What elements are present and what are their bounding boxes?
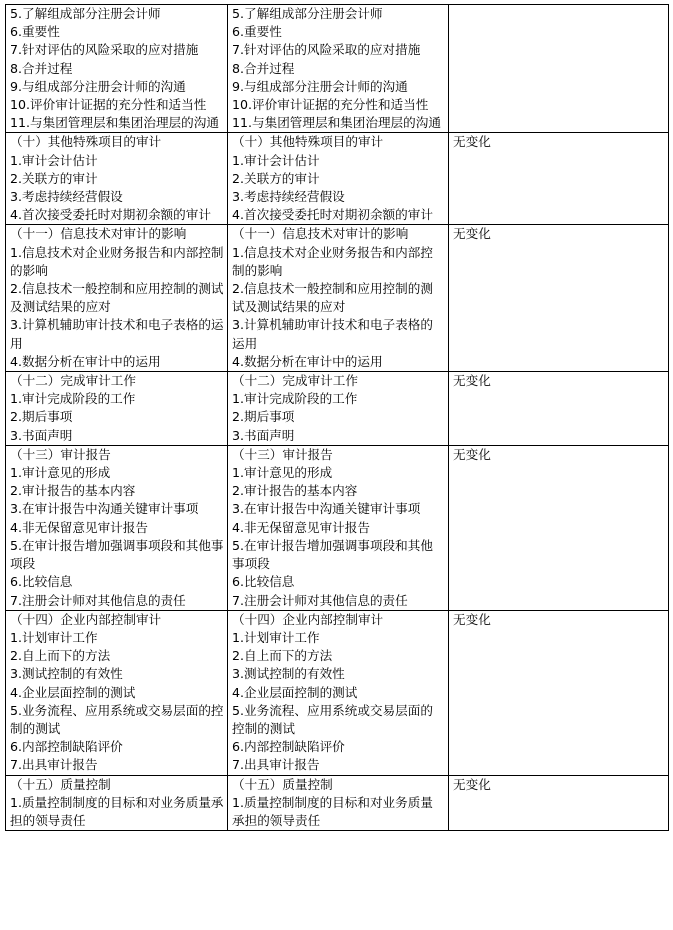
syllabus-line: 7.出具审计报告 bbox=[10, 757, 98, 773]
syllabus-line: 8.合并过程 bbox=[232, 60, 295, 76]
syllabus-line: 1.信息技术对企业财务报告和内部控制的影响 bbox=[10, 244, 224, 278]
syllabus-line: 7.针对评估的风险采取的应对措施 bbox=[10, 42, 199, 58]
syllabus-line: 6.重要性 bbox=[232, 24, 282, 40]
syllabus-line: 6.比较信息 bbox=[10, 574, 73, 590]
syllabus-line: 3.计算机辅助审计技术和电子表格的运用 bbox=[10, 317, 224, 351]
syllabus-line: 8.合并过程 bbox=[10, 60, 73, 76]
syllabus-line: 1.信息技术对企业财务报告和内部控制的影响 bbox=[232, 244, 433, 278]
change-note: 无变化 bbox=[453, 776, 491, 792]
syllabus-line: 7.出具审计报告 bbox=[232, 757, 320, 773]
syllabus-line: 1.审计意见的形成 bbox=[232, 465, 333, 481]
original-syllabus-cell bbox=[6, 775, 228, 831]
syllabus-line: 10.评价审计证据的充分性和适当性 bbox=[10, 97, 207, 113]
table-row bbox=[6, 225, 669, 372]
original-syllabus-cell bbox=[6, 372, 228, 446]
syllabus-line: 7.注册会计师对其他信息的责任 bbox=[232, 592, 408, 608]
syllabus-line: 7.针对评估的风险采取的应对措施 bbox=[232, 42, 421, 58]
syllabus-line: 2.信息技术一般控制和应用控制的测试及测试结果的应对 bbox=[10, 281, 224, 315]
syllabus-line: 2.审计报告的基本内容 bbox=[232, 483, 358, 499]
syllabus-line: 1.计划审计工作 bbox=[10, 629, 98, 645]
syllabus-line: 2.期后事项 bbox=[232, 409, 295, 425]
updated-syllabus-cell bbox=[228, 610, 449, 775]
syllabus-line: 4.企业层面控制的测试 bbox=[232, 684, 358, 700]
original-syllabus-cell bbox=[6, 225, 228, 372]
table-row bbox=[6, 775, 669, 831]
syllabus-line: 5.业务流程、应用系统或交易层面的控制的测试 bbox=[232, 702, 433, 736]
syllabus-line: 2.审计报告的基本内容 bbox=[10, 483, 136, 499]
change-note-cell bbox=[449, 445, 669, 610]
syllabus-line: 3.书面声明 bbox=[10, 427, 73, 443]
syllabus-line: （十四）企业内部控制审计 bbox=[10, 611, 162, 627]
table-row bbox=[6, 372, 669, 446]
syllabus-line: 1.审计会计估计 bbox=[10, 152, 98, 168]
syllabus-line: 3.在审计报告中沟通关键审计事项 bbox=[10, 501, 199, 517]
syllabus-line: 4.首次接受委托时对期初余额的审计 bbox=[232, 207, 433, 223]
original-syllabus-cell bbox=[6, 5, 228, 133]
syllabus-line: 2.自上而下的方法 bbox=[10, 648, 111, 664]
syllabus-line: 9.与组成部分注册会计师的沟通 bbox=[10, 78, 186, 94]
syllabus-line: 4.首次接受委托时对期初余额的审计 bbox=[10, 207, 211, 223]
syllabus-line: 1.计划审计工作 bbox=[232, 629, 320, 645]
change-note: 无变化 bbox=[453, 226, 491, 242]
change-note: 无变化 bbox=[453, 373, 491, 389]
syllabus-line: 1.质量控制制度的目标和对业务质量承担的领导责任 bbox=[10, 794, 224, 828]
original-syllabus-cell bbox=[6, 133, 228, 225]
original-syllabus-cell bbox=[6, 610, 228, 775]
syllabus-line: 10.评价审计证据的充分性和适当性 bbox=[232, 97, 429, 113]
change-note-cell bbox=[449, 133, 669, 225]
syllabus-line: 5.了解组成部分注册会计师 bbox=[10, 6, 161, 21]
updated-syllabus-cell bbox=[228, 5, 449, 133]
syllabus-line: （十）其他特殊项目的审计 bbox=[10, 134, 162, 150]
syllabus-line: 1.审计完成阶段的工作 bbox=[10, 391, 136, 407]
syllabus-line: （十一）信息技术对审计的影响 bbox=[232, 226, 409, 242]
syllabus-line: 1.审计意见的形成 bbox=[10, 465, 111, 481]
syllabus-line: 1.审计会计估计 bbox=[232, 152, 320, 168]
syllabus-line: 4.数据分析在审计中的运用 bbox=[10, 353, 161, 369]
syllabus-line: 5.在审计报告增加强调事项段和其他事项段 bbox=[10, 537, 224, 572]
change-note-cell bbox=[449, 225, 669, 372]
syllabus-line: （十四）企业内部控制审计 bbox=[232, 611, 384, 627]
change-note: 无变化 bbox=[453, 611, 491, 627]
syllabus-line: 5.业务流程、应用系统或交易层面的控制的测试 bbox=[10, 702, 224, 736]
syllabus-line: 7.注册会计师对其他信息的责任 bbox=[10, 592, 186, 608]
original-syllabus-cell bbox=[6, 445, 228, 610]
syllabus-line: 3.计算机辅助审计技术和电子表格的运用 bbox=[232, 317, 433, 351]
syllabus-line: 2.期后事项 bbox=[10, 409, 73, 425]
change-note-cell bbox=[449, 610, 669, 775]
syllabus-line: 1.质量控制制度的目标和对业务质量承担的领导责任 bbox=[232, 794, 433, 828]
table-row bbox=[6, 133, 669, 225]
syllabus-line: 11.与集团管理层和集团治理层的沟通 bbox=[232, 115, 441, 131]
syllabus-line: （十二）完成审计工作 bbox=[10, 373, 136, 389]
syllabus-line: （十五）质量控制 bbox=[232, 776, 333, 792]
change-note-cell bbox=[449, 372, 669, 446]
syllabus-line: 4.数据分析在审计中的运用 bbox=[232, 353, 383, 369]
updated-syllabus-cell bbox=[228, 372, 449, 446]
syllabus-line: 3.在审计报告中沟通关键审计事项 bbox=[232, 501, 421, 517]
syllabus-line: 6.内部控制缺陷评价 bbox=[10, 739, 123, 755]
syllabus-line: 2.关联方的审计 bbox=[10, 170, 98, 186]
syllabus-line: 5.在审计报告增加强调事项段和其他事项段 bbox=[232, 537, 433, 572]
updated-syllabus-cell bbox=[228, 445, 449, 610]
syllabus-line: 6.比较信息 bbox=[232, 574, 295, 590]
change-note: 无变化 bbox=[453, 134, 491, 150]
change-note-cell bbox=[449, 775, 669, 831]
syllabus-comparison-table bbox=[5, 4, 669, 831]
syllabus-line: 9.与组成部分注册会计师的沟通 bbox=[232, 78, 408, 94]
table-row bbox=[6, 610, 669, 775]
syllabus-line: （十五）质量控制 bbox=[10, 776, 111, 792]
updated-syllabus-cell bbox=[228, 225, 449, 372]
syllabus-line: 4.非无保留意见审计报告 bbox=[10, 519, 148, 535]
table-row bbox=[6, 445, 669, 610]
syllabus-line: 1.审计完成阶段的工作 bbox=[232, 391, 358, 407]
updated-syllabus-cell bbox=[228, 133, 449, 225]
syllabus-line: （十）其他特殊项目的审计 bbox=[232, 134, 384, 150]
syllabus-line: （十二）完成审计工作 bbox=[232, 373, 358, 389]
change-note: 无变化 bbox=[453, 446, 491, 462]
updated-syllabus-cell bbox=[228, 775, 449, 831]
syllabus-line: 3.考虑持续经营假设 bbox=[232, 189, 345, 205]
syllabus-line: （十三）审计报告 bbox=[232, 446, 333, 462]
syllabus-line: 2.信息技术一般控制和应用控制的测试及测试结果的应对 bbox=[232, 281, 433, 315]
syllabus-line: 5.了解组成部分注册会计师 bbox=[232, 6, 383, 21]
syllabus-line: 2.自上而下的方法 bbox=[232, 648, 333, 664]
change-note-cell bbox=[449, 5, 669, 133]
syllabus-line: 11.与集团管理层和集团治理层的沟通 bbox=[10, 115, 219, 131]
syllabus-line: 4.企业层面控制的测试 bbox=[10, 684, 136, 700]
syllabus-line: 6.内部控制缺陷评价 bbox=[232, 739, 345, 755]
syllabus-line: 6.重要性 bbox=[10, 24, 60, 40]
syllabus-line: （十一）信息技术对审计的影响 bbox=[10, 226, 187, 242]
syllabus-line: 3.测试控制的有效性 bbox=[10, 666, 123, 682]
syllabus-line: 2.关联方的审计 bbox=[232, 170, 320, 186]
syllabus-line: （十三）审计报告 bbox=[10, 446, 111, 462]
syllabus-line: 3.测试控制的有效性 bbox=[232, 666, 345, 682]
syllabus-line: 4.非无保留意见审计报告 bbox=[232, 519, 370, 535]
syllabus-line: 3.书面声明 bbox=[232, 427, 295, 443]
table-row bbox=[6, 5, 669, 133]
syllabus-line: 3.考虑持续经营假设 bbox=[10, 189, 123, 205]
table-body bbox=[6, 5, 669, 831]
